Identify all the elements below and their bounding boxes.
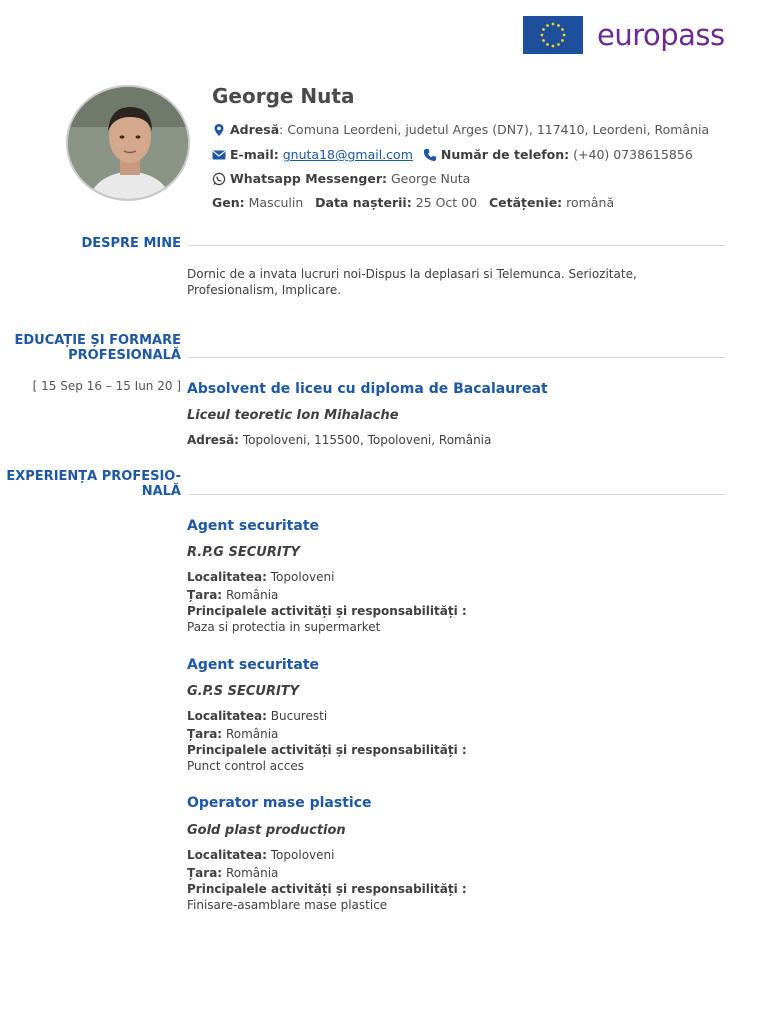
europass-wordmark: europass xyxy=(597,17,725,52)
job-activities-label xyxy=(187,603,467,619)
locality-label: Localitatea: xyxy=(187,848,267,862)
education-address xyxy=(187,432,491,448)
birth-date-value: 25 Oct 00 xyxy=(415,195,478,210)
job-activities-label xyxy=(187,742,467,758)
about-text-line-2: Profesionalism, Implicare. xyxy=(187,283,342,297)
section-title-education-line-2: PROFESIONALĂ xyxy=(68,348,181,363)
country-label: Țara: xyxy=(187,588,223,602)
activities-label: Principalele activități și responsabilități : xyxy=(187,604,467,618)
country-label: Țara: xyxy=(187,727,223,741)
job-employer: G.P.S SECURITY xyxy=(187,684,300,699)
education-address-value: Topoloveni, 115500, Topoloveni, România xyxy=(242,433,492,447)
section-title-experience-line-2: NALĂ xyxy=(141,484,181,499)
job-employer: Gold plast production xyxy=(187,823,346,838)
country-value: România xyxy=(225,866,279,880)
personal-details-line xyxy=(212,195,614,210)
locality-value: Topoloveni xyxy=(270,570,335,584)
birth-date-label: Data nașterii: xyxy=(315,195,412,210)
whatsapp-label: Whatsapp Messenger: xyxy=(230,171,387,186)
section-divider xyxy=(188,245,725,246)
profile-photo xyxy=(66,85,190,201)
locality-label: Localitatea: xyxy=(187,570,267,584)
job-activities: Paza si protectia in supermarket xyxy=(187,620,381,634)
phone-label: Număr de telefon: xyxy=(440,147,570,162)
education-date: [ 15 Sep 16 – 15 Iun 20 ] xyxy=(32,379,181,393)
whatsapp-icon xyxy=(212,172,226,186)
locality-value: Bucuresti xyxy=(270,709,328,723)
email-link[interactable]: gnuta18@gmail.com xyxy=(282,147,413,162)
education-degree: Absolvent de liceu cu diploma de Bacalaureat xyxy=(187,381,548,397)
whatsapp-value: George Nuta xyxy=(390,171,471,186)
job-activities: Punct control acces xyxy=(187,759,304,773)
eu-flag-icon xyxy=(523,16,583,54)
section-divider xyxy=(188,494,725,495)
country-value: România xyxy=(225,727,279,741)
activities-label: Principalele activități și responsabilități : xyxy=(187,743,467,757)
citizenship-value: română xyxy=(566,195,615,210)
job-title: Agent securitate xyxy=(187,657,320,673)
job-activities-label xyxy=(187,881,467,897)
europass-logo xyxy=(523,16,725,54)
job-country xyxy=(187,726,278,742)
job-title: Operator mase plastice xyxy=(187,795,372,811)
activities-label: Principalele activități și responsabilități : xyxy=(187,882,467,896)
section-title-education xyxy=(15,333,182,363)
whatsapp-line xyxy=(212,171,470,186)
envelope-icon xyxy=(212,148,226,162)
country-value: România xyxy=(225,588,279,602)
locality-value: Topoloveni xyxy=(270,848,335,862)
section-title-experience-line-1: EXPERIENȚA PROFESIO- xyxy=(6,469,181,484)
locality-label: Localitatea: xyxy=(187,709,267,723)
about-text-line-1: Dornic de a invata lucruri noi-Dispus la deplasari si Telemunca. Seriozitate, xyxy=(187,267,637,281)
gender-value: Masculin xyxy=(248,195,304,210)
email-phone-line xyxy=(212,147,693,162)
education-address-label: Adresă: xyxy=(187,433,239,447)
address-value: : Comuna Leordeni, judetul Arges (DN7), 117410, Leordeni, România xyxy=(279,122,710,137)
education-school: Liceul teoretic Ion Mihalache xyxy=(187,408,399,423)
job-locality xyxy=(187,708,327,724)
phone-value: (+40) 0738615856 xyxy=(573,147,693,162)
job-employer: R.P.G SECURITY xyxy=(187,545,300,560)
address-label: Adresă xyxy=(230,122,280,137)
section-title-about: DESPRE MINE xyxy=(81,236,181,251)
section-title-education-line-1: EDUCAȚIE ȘI FORMARE xyxy=(14,333,181,348)
job-locality xyxy=(187,569,334,585)
location-pin-icon xyxy=(212,123,226,137)
email-label: E-mail: xyxy=(230,147,279,162)
phone-icon xyxy=(423,148,437,162)
job-title: Agent securitate xyxy=(187,518,320,534)
address-line xyxy=(212,122,709,137)
section-title-experience xyxy=(6,469,181,499)
section-divider xyxy=(188,357,725,358)
job-country xyxy=(187,587,278,603)
person-name: George Nuta xyxy=(212,84,355,108)
country-label: Țara: xyxy=(187,866,223,880)
gender-label: Gen: xyxy=(212,195,245,210)
citizenship-label: Cetățenie: xyxy=(489,195,563,210)
job-country xyxy=(187,865,278,881)
job-activities: Finisare-asamblare mase plastice xyxy=(187,898,388,912)
job-locality xyxy=(187,847,334,863)
